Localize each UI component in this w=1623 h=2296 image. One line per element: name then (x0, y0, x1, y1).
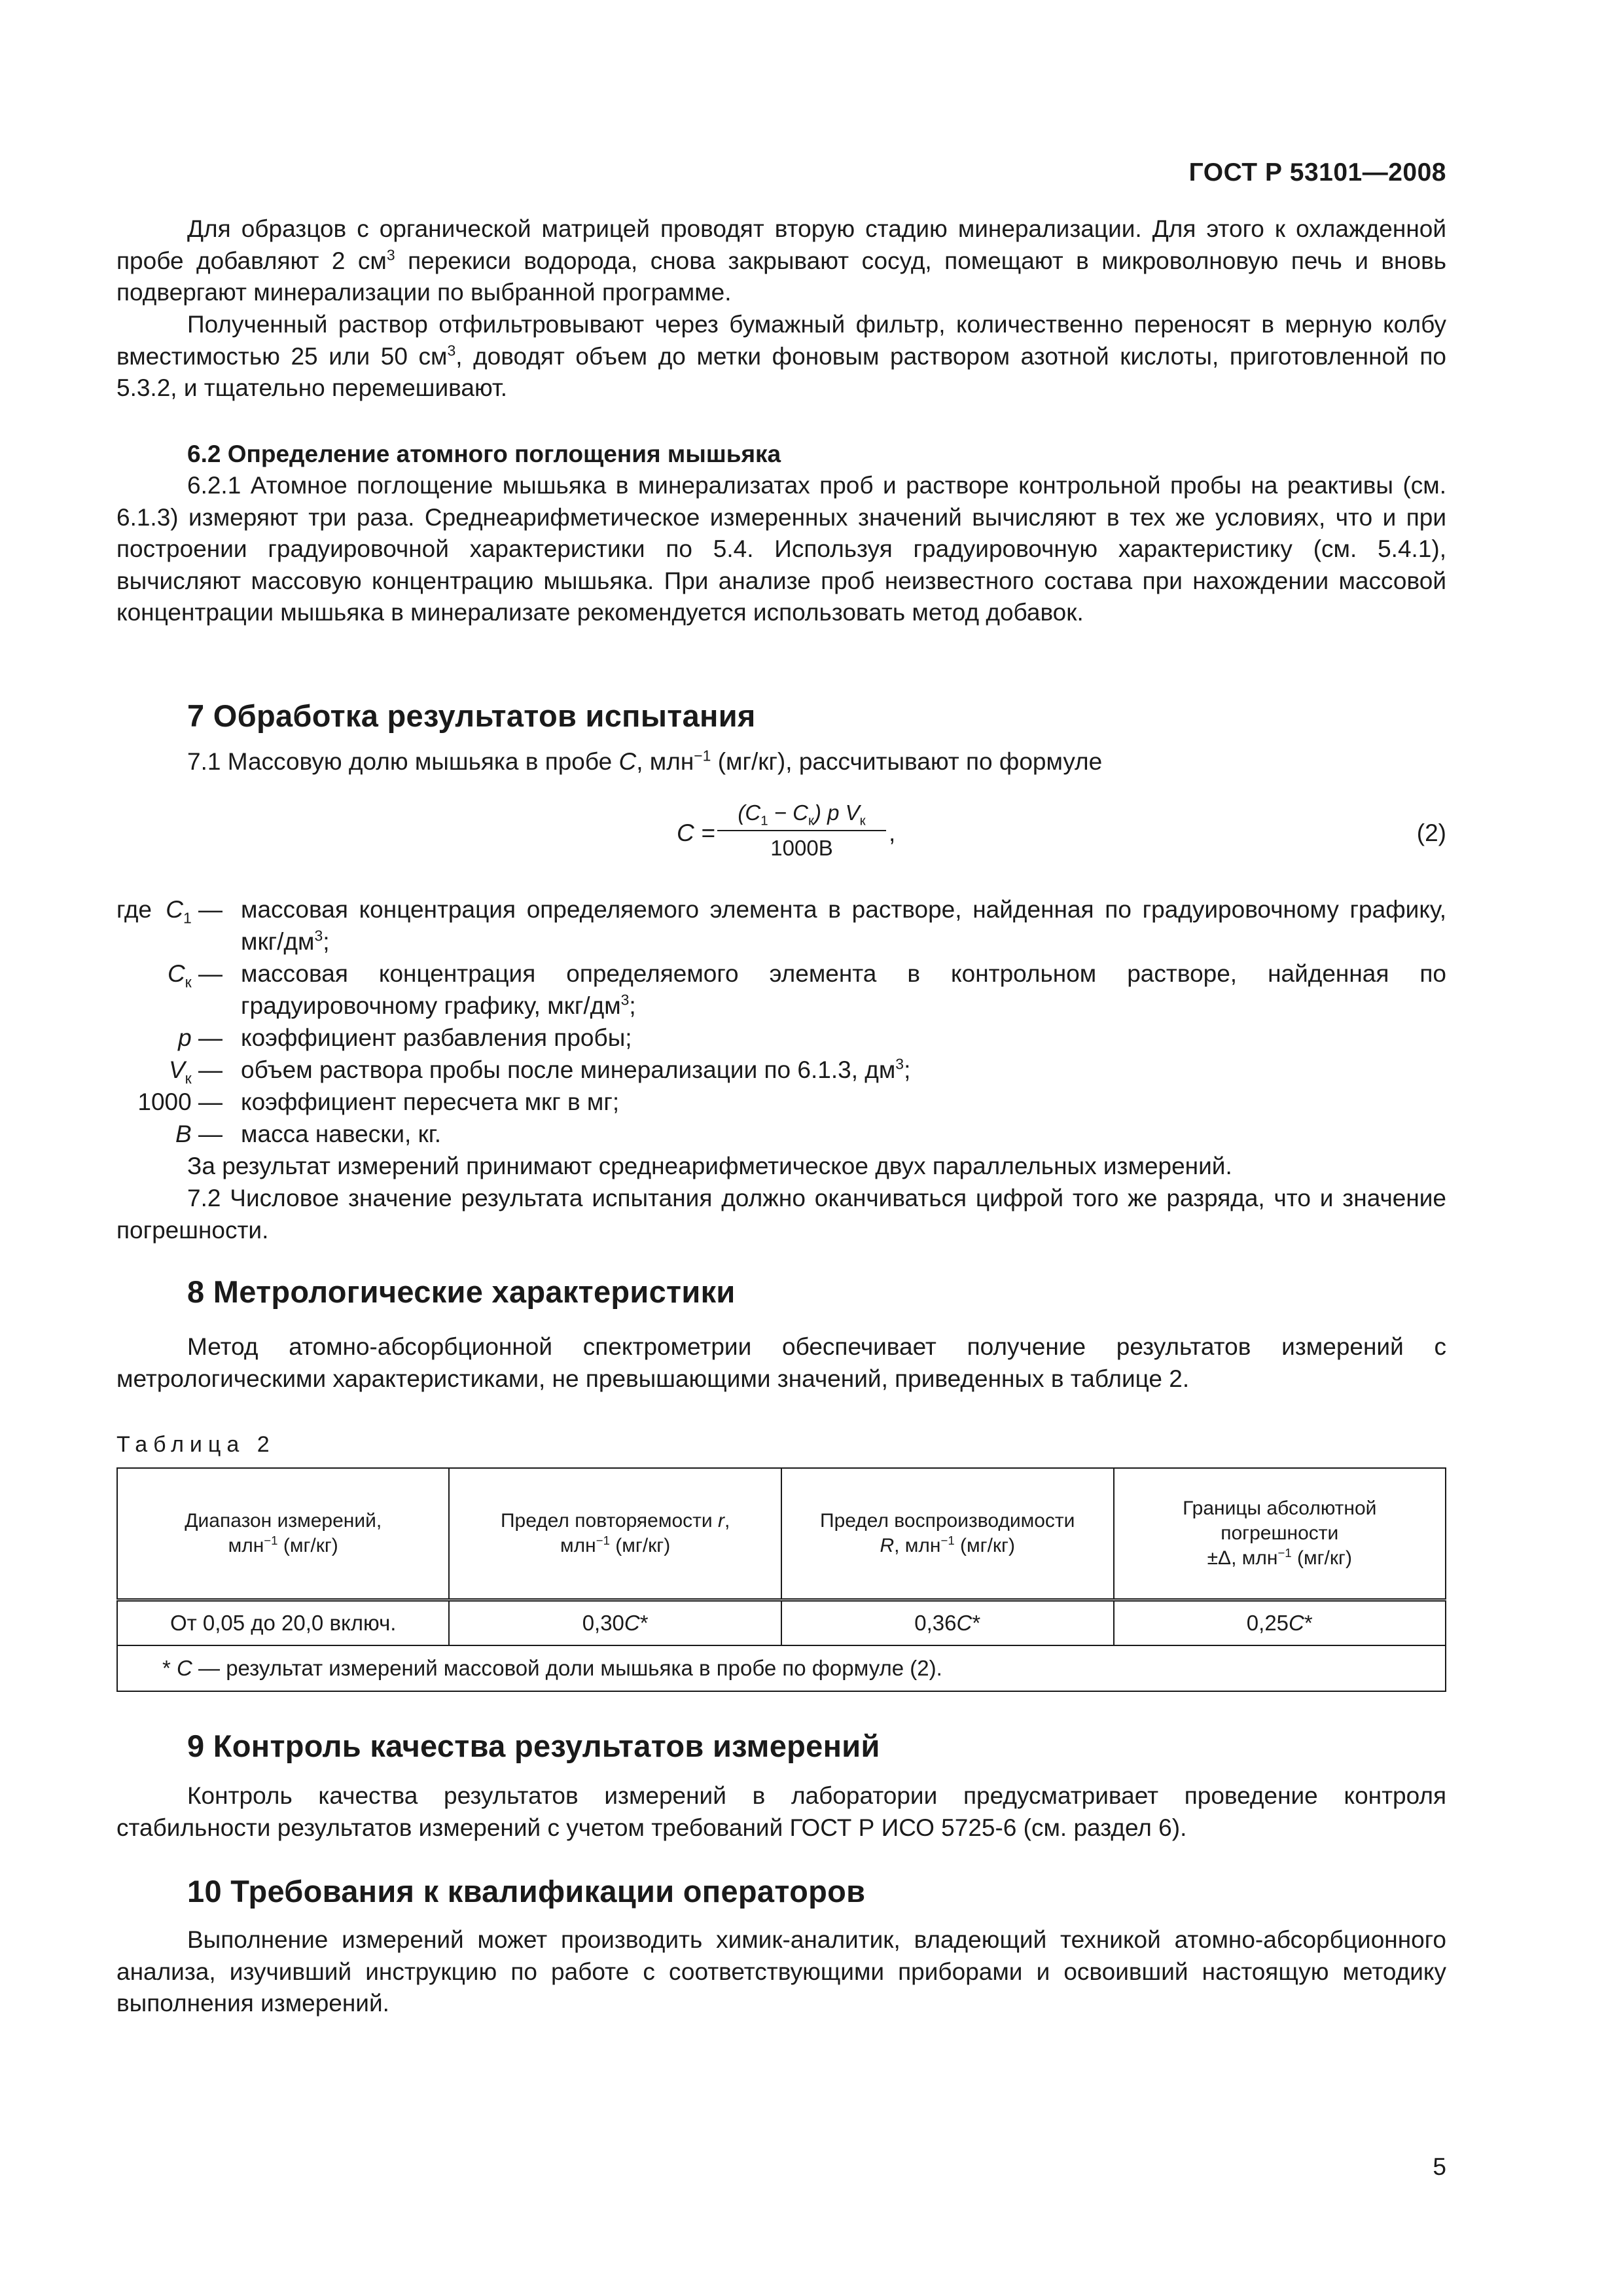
page-number: 5 (1433, 2153, 1446, 2180)
section-7-1-text: 7.1 Массовую долю мышьяка в пробе C, млн$^{-1}$ (мг/кг), рассчитывают по формуле (187, 747, 1103, 775)
table-header-row (117, 1468, 1446, 1600)
section-7-2-text: 7.2 Числовое значение результата испытания должно оканчиваться цифрой того же разряда, что и значение погрешности. (116, 1185, 1446, 1244)
result-statement: За результат измерений принимают среднеарифметическое двух параллельных измерений. (187, 1153, 1232, 1179)
formula-denominator: 1000B (770, 836, 833, 860)
standard-code: ГОСТ Р 53101—2008 (1188, 158, 1446, 187)
section-8-heading: 8 Метрологические характеристики (187, 1274, 736, 1309)
section-10-text: Выполнение измерений может производить химик-аналитик, владеющий техникой атомно-абсорбционного анализа, изучивший инструкцию по работе с соответствующими приборами и освоивший настоящую методику выполнения измерений. (116, 1926, 1446, 2017)
header-error-bounds: Границы абсолютной погрешности ±Δ, млн$^{-1}$ (мг/кг) (1114, 1468, 1446, 1600)
section-9-heading: 9 Контроль качества результатов измерений (187, 1729, 880, 1763)
cell-range: От 0,05 до 20,0 включ. (117, 1600, 449, 1646)
formula-numerator: $(C_1 - C_к)$ p $V_к$ (717, 796, 886, 831)
where-item-c1: где $C_1$ — массовая концентрация определяемого элемента в растворе, найденная по градуировочному графику, мкг/$дм^3$; (116, 896, 1446, 955)
section-10-heading: 10 Требования к квалификации операторов (187, 1874, 866, 1909)
table-row (117, 1600, 1446, 1646)
where-item-vk: $V_к$ — объем раствора пробы после минерализации по 6.1.3, $дм^3$; (168, 1055, 911, 1087)
section-6-2-heading: 6.2 Определение атомного поглощения мышьяка (187, 440, 781, 467)
where-item-ck: $C_к$ — массовая концентрация определяемого элемента в контрольном растворе, найденная по градуировочному графику, мкг/$дм^3$; (167, 960, 1446, 1019)
paragraph-filtration: Полученный раствор отфильтровывают через бумажный фильтр, количественно переносят в мерную колбу вместимостью 25 или 50 $см^3$, доводят объем до метки фоновым раствором азотной кислоты, приготовленной по 5.3.2, и тщательно перемешивают. (116, 311, 1446, 401)
where-item-b: B — масса навески, кг. (175, 1121, 442, 1147)
cell-repeatability: 0,30C* (449, 1600, 781, 1646)
section-6-2-1-text: 6.2.1 Атомное поглощение мышьяка в минерализатах проб и растворе контрольной пробы на реактивы (см. 6.1.3) измеряют три раза. Среднеарифметическое измеренных значений вычисляют в тех же условиях, что и при построении градуировочной характеристики по 5.4. Используя градуировочную характеристику (см. 5.4.1), вычисляют массовую концентрацию мышьяка. При анализе проб неизвестного состава при нахождении массовой концентрации мышьяка в минерализате рекомендуется использовать метод добавок. (116, 472, 1446, 626)
table-caption: Таблица 2 (116, 1432, 276, 1457)
cell-error-bounds: 0,25C* (1114, 1600, 1446, 1646)
equation-number: (2) (1416, 819, 1446, 846)
section-9-text: Контроль качества результатов измерений в лаборатории предусматривает проведение контроля стабильности результатов измерений с учетом требований ГОСТ Р ИСО 5725-6 (см. раздел 6). (116, 1782, 1446, 1841)
section-8-text: Метод атомно-абсорбционной спектрометрии обеспечивает получение результатов измерений с метрологическими характеристиками, не превышающими значений, приведенных в таблице 2. (116, 1333, 1446, 1392)
formula-fraction (717, 796, 886, 864)
formula-2: C = $(C_1 - C_к)$ p $V_к$ 1000B , (2) (116, 796, 1446, 881)
formula-lhs: C = (677, 819, 715, 846)
section-7-heading: 7 Обработка результатов испытания (187, 698, 756, 733)
header-reproducibility: Предел воспроизводимости R, млн$^{-1}$ (мг/кг) (781, 1468, 1114, 1600)
table-footnote: * C — результат измерений массовой доли мышьяка в пробе по формуле (2). (117, 1645, 1446, 1691)
header-range: Диапазон измерений, млн$^{-1}$ (мг/кг) (117, 1468, 449, 1600)
table-2 (116, 1467, 1446, 1692)
where-item-p: p — коэффициент разбавления пробы; (178, 1024, 632, 1051)
header-repeatability: Предел повторяемости r, млн$^{-1}$ (мг/кг) (449, 1468, 781, 1600)
where-item-1000: 1000 — коэффициент пересчета мкг в мг; (137, 1088, 620, 1115)
table-footnote-row (117, 1645, 1446, 1691)
cell-reproducibility: 0,36C* (781, 1600, 1114, 1646)
paragraph-mineralization: Для образцов с органической матрицей проводят вторую стадию минерализации. Для этого к охлажденной пробе добавляют 2 $см^3$ перекиси водорода, снова закрывают сосуд, помещают в микроволновую печь и вновь подвергают минерализации по выбранной программе. (116, 215, 1446, 306)
